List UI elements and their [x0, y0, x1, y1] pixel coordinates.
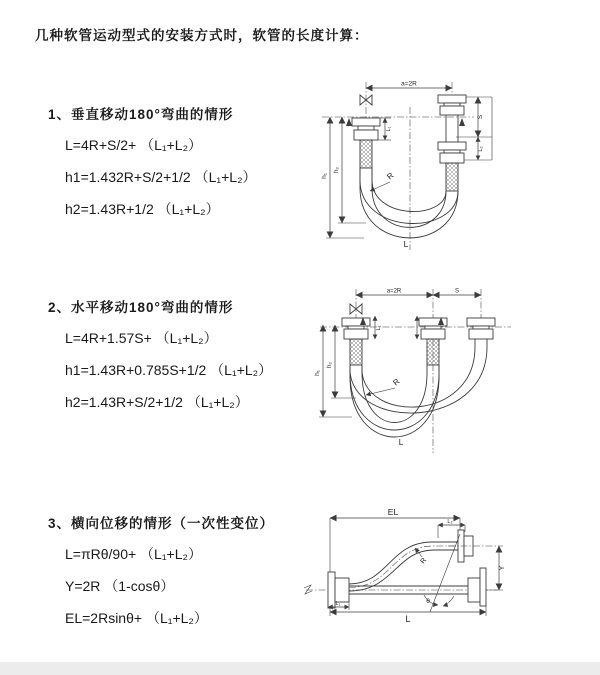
movement-arrow-icon [346, 118, 352, 126]
radius-label-r: R [391, 376, 402, 388]
dimension-label-s: S [454, 288, 460, 295]
formula-line: Y=2R （1-cosθ） [65, 578, 175, 594]
dimension-label-l1: L₁ [386, 126, 392, 132]
formula-line: L=4R+1.57S+ （L₁+L₂） [65, 330, 218, 346]
dimension-label-l1: L₁ [376, 325, 382, 331]
braided-hose-section [360, 140, 372, 168]
braided-hose-section [350, 339, 362, 365]
flange [467, 318, 495, 326]
section-3-formulas [65, 538, 274, 634]
dimension-label-el: EL [387, 507, 399, 517]
page-title: 几种软管运动型式的安装方式时，软管的长度计算： [35, 28, 369, 43]
flange [352, 118, 380, 126]
section-2-formulas [65, 322, 272, 418]
hose-curve [372, 168, 446, 227]
flange [354, 130, 378, 140]
dimension-label-s: S [477, 114, 484, 120]
length-label-l: L [403, 239, 409, 249]
flange [469, 329, 493, 339]
formula-line: h1=1.43R+0.785S+1/2 （L₁+L₂） [65, 362, 273, 378]
diagram-vertical-move-180-bend [306, 70, 600, 260]
dimension-label-l1: L₁ [335, 601, 341, 607]
flange-neck [358, 126, 374, 130]
flange-neck [473, 326, 489, 329]
length-label-l: L [398, 438, 404, 447]
section-1-heading: 1、垂直移动180°弯曲的情形 [48, 107, 234, 122]
flange [438, 95, 466, 103]
flange [328, 572, 335, 608]
dimension-label-h1: h₁ [321, 173, 328, 179]
section-2-heading: 2、水平移动180°弯曲的情形 [48, 300, 234, 315]
braided-hose-section [427, 339, 439, 365]
bottom-margin [0, 662, 600, 675]
movement-arrow-icon [459, 118, 465, 126]
formula-line: L=4R+S/2+ （L₁+L₂） [65, 137, 203, 153]
flange-neck [425, 326, 441, 329]
hose-curve [372, 168, 446, 212]
construction-line [430, 534, 460, 612]
flange [421, 329, 445, 339]
formula-line: L=πRθ/90+ （L₁+L₂） [65, 546, 202, 562]
formula-line: h2=1.43R+1/2 （L₁+L₂） [65, 201, 220, 217]
flange [480, 568, 486, 606]
dimension-label-h1: h₁ [314, 370, 321, 376]
hose-curve [350, 365, 439, 437]
flange-hub [335, 578, 349, 602]
angle-label-theta: θ [426, 598, 430, 605]
flange [344, 329, 368, 339]
flange [440, 153, 464, 163]
hose-curve [350, 339, 487, 413]
section-2 [48, 296, 272, 418]
diagram-lateral-displacement [298, 498, 600, 638]
dimension-label-a2r: a=2R [386, 288, 402, 295]
hose-curve [362, 339, 475, 407]
dimension-label-y: Y [499, 565, 506, 571]
dimension-label-a2r: a=2R [401, 80, 417, 88]
dimension-label-h2: h₂ [326, 361, 333, 369]
flange-neck [348, 326, 364, 329]
flange [440, 106, 464, 115]
flange-hub [468, 578, 480, 602]
section-3 [48, 512, 274, 634]
section-3-heading: 3、横向位移的情形（一次性变位） [48, 516, 275, 531]
leader-line [415, 548, 422, 557]
dimension-label-h2: h₂ [333, 166, 340, 174]
hose-curve [360, 168, 458, 223]
dimension-label-l2: L₂ [478, 146, 484, 152]
formula-line: h2=1.43R+S/2+1/2 （L₁+L₂） [65, 394, 249, 410]
angle-arc [443, 596, 454, 606]
dimension-label-l2: L₂ [447, 519, 453, 525]
formula-line: EL=2Rsinθ+ （L₁+L₂） [65, 610, 208, 626]
diagram-horizontal-move-180-bend [306, 281, 600, 466]
hose-curve [349, 542, 458, 584]
formula-line: h1=1.432R+S/2+1/2 （L₁+L₂） [65, 169, 257, 185]
length-label-l: L [405, 614, 411, 624]
centerline-break-mark [304, 585, 312, 594]
braided-hose-section [446, 163, 458, 191]
radius-label-r: R [385, 170, 396, 182]
section-1-formulas [65, 129, 257, 225]
radius-label-r: R [419, 556, 429, 566]
section-1 [48, 103, 257, 225]
flange [438, 142, 466, 150]
